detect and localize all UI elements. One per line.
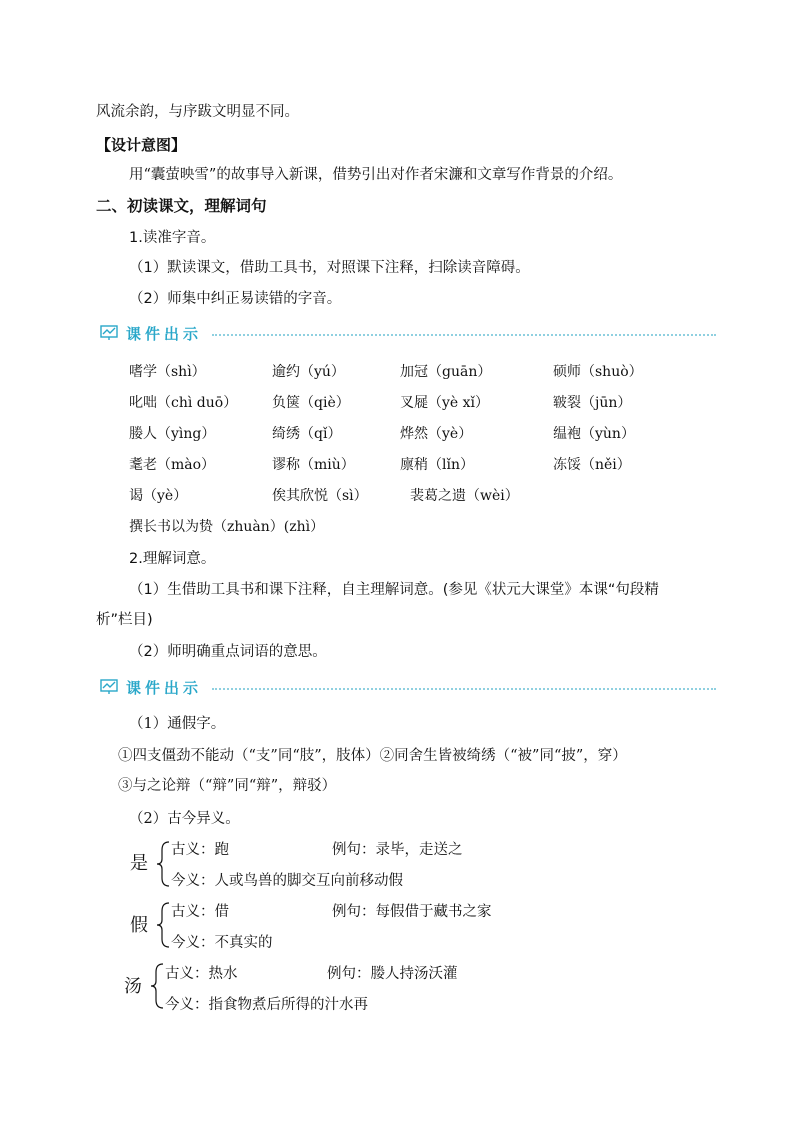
presentation-icon	[100, 325, 118, 341]
brace	[155, 901, 171, 949]
step2-a-line2: 析”栏目)	[96, 612, 153, 628]
pinyin-item: 绮绣（qǐ）	[272, 426, 342, 442]
pinyin-item: 媵人（yìng）	[129, 426, 216, 442]
step2-b: （2）师明确重点词语的意思。	[129, 644, 327, 660]
word-char: 是	[130, 853, 148, 874]
banner-label: 课件出示	[126, 679, 203, 697]
presentation-icon	[100, 679, 118, 695]
ancient-meaning: 古义：借	[171, 904, 229, 920]
pinyin-item: 谒（yè）	[129, 488, 188, 504]
pinyin-item: 撰长书以为贽（zhuàn）(zhì）	[129, 519, 325, 535]
courseware-banner	[100, 677, 716, 699]
word-char: 假	[130, 915, 148, 936]
modern-meaning: 今义：指食物煮后所得的汁水再	[165, 997, 368, 1013]
tongjia-line1: ①四支僵劲不能动（“支”同“肢”，肢体）②同舍生皆被绮绣（“被”同“披”，穿）	[118, 748, 627, 764]
sub1: （1）通假字。	[129, 716, 226, 732]
step2: 2.理解词意。	[129, 551, 216, 567]
modern-meaning: 今义：人或鸟兽的脚交互向前移动假	[171, 873, 403, 889]
pinyin-item: 逾约（yú）	[272, 364, 345, 380]
banner-divider	[212, 688, 716, 690]
pinyin-item: 烨然（yè）	[400, 426, 473, 442]
design-heading: 【设计意图】	[96, 136, 187, 154]
ancient-meaning: 古义：跑	[171, 842, 229, 858]
pinyin-item: 裴葛之遗（wèi）	[410, 488, 519, 504]
banner-divider	[212, 334, 716, 336]
brace	[149, 962, 165, 1010]
brace	[155, 840, 171, 888]
pinyin-item: 缊袍（yùn）	[553, 426, 635, 442]
pinyin-item: 叱咄（chì duō）	[129, 395, 238, 411]
pinyin-item: 俟其欣悦（sì）	[272, 488, 368, 504]
step1-a: （1）默读课文，借助工具书，对照课下注释，扫除读音障碍。	[129, 260, 530, 276]
pinyin-item: 叉屣（yè xǐ）	[400, 395, 490, 411]
pinyin-item: 负箧（qiè）	[272, 395, 350, 411]
step2-a-line1: （1）生借助工具书和课下注释，自主理解词意。(参见《状元大课堂》本课“句段精	[129, 582, 659, 598]
pinyin-item: 加冠（guān）	[400, 364, 492, 380]
pinyin-item: 耄老（mào）	[129, 457, 216, 473]
tongjia-line2: ③与之论辩（“辩”同“辩”，辩驳）	[118, 778, 337, 794]
ancient-meaning: 古义：热水	[165, 966, 238, 982]
step1: 1.读准字音。	[129, 230, 216, 246]
design-text: 用“囊萤映雪”的故事导入新课，借势引出对作者宋濂和文章写作背景的介绍。	[129, 167, 623, 183]
sub2: （2）古今异义。	[129, 811, 240, 827]
courseware-banner	[100, 323, 716, 345]
word-char: 汤	[124, 976, 142, 997]
intro-line: 风流余韵，与序跋文明显不同。	[96, 104, 299, 120]
pinyin-item: 皲裂（jūn）	[553, 395, 632, 411]
example-sentence: 例句：每假借于藏书之家	[332, 904, 492, 920]
pinyin-item: 嗜学（shì）	[129, 364, 206, 380]
modern-meaning: 今义：不真实的	[171, 935, 273, 951]
pinyin-item: 硕师（shuò）	[553, 364, 643, 380]
pinyin-item: 廪稍（lǐn）	[400, 457, 474, 473]
example-sentence: 例句：录毕，走送之	[332, 842, 463, 858]
pinyin-item: 冻馁（něi）	[553, 457, 631, 473]
banner-label: 课件出示	[126, 325, 203, 343]
pinyin-item: 谬称（miù）	[272, 457, 355, 473]
step1-b: （2）师集中纠正易读错的字音。	[129, 291, 342, 307]
example-sentence: 例句：媵人持汤沃灌	[327, 966, 458, 982]
section2-title: 二、初读课文，理解词句	[96, 197, 267, 215]
